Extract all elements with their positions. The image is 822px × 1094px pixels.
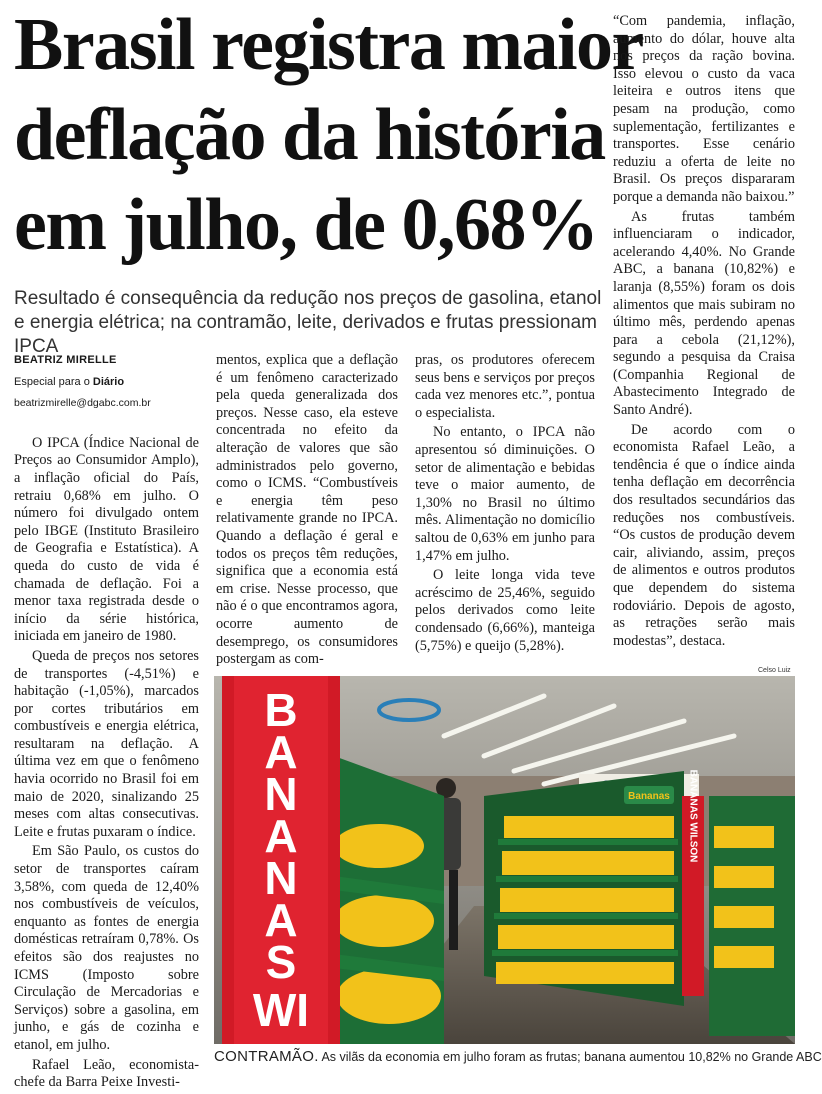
side-sign-text: BANANAS WILSON [687, 769, 699, 863]
paragraph: No entanto, o IPCA não apresentou só diminuições. O setor de alimentação e bebidas teve o maior aumento, de 1,30% no Brasil no último mês. Alimentação no domicílio saltou de 0,63% em junho para 1,47% em julho. [415, 424, 595, 564]
banner-bottom-text: WI [252, 984, 310, 1036]
byline [14, 352, 199, 413]
column-2 [216, 352, 398, 671]
caption-text: As vilãs da economia em julho foram as frutas; banana aumentou 10,82% no Grande ABC [318, 1050, 822, 1064]
banner-letter: B [264, 684, 298, 736]
headline-line-2: deflação da história [14, 94, 605, 176]
headline-line-3: em julho, de 0,68% [14, 184, 598, 266]
headline-line-1: Brasil registra maior [14, 4, 643, 86]
paragraph: Queda de preços nos setores de transportes (-4,51%) e habitação (-1,05%), marcados por cortes tributários em combustíveis e energia elétrica, resultaram na deflação. A última vez em que o fenômeno havia ocorrido no Brasil foi em maio de 2020, sinalizando 25 meses com altas consecutivas. Leite e frutas puxaram o índice. [14, 647, 199, 840]
photo-credit: Celso Luiz [758, 667, 791, 674]
photo-illustration [214, 676, 795, 1044]
far-right-shelf [709, 796, 795, 1036]
byline-paper: Diário [92, 375, 125, 388]
banner-letter: N [264, 768, 298, 820]
right-shelf [484, 771, 684, 1006]
paragraph: O IPCA (Índice Nacional de Preços ao Consumidor Amplo), a inflação oficial do País, retraiu 0,68% em julho. O número foi divulgado ontem pelo IBGE (Instituto Brasileiro de Geografia e Estatística). A queda do custo de vida é chamada de deflação. Foi a menor taxa registrada desde o início da série histórica, iniciada em janeiro de 1980. [14, 434, 199, 645]
box-label: Bananas [628, 791, 670, 802]
banner-letter: A [264, 894, 298, 946]
paragraph: “Com pandemia, inflação, aumento do dólar, houve alta nos preços da ração bovina. Isso elevou o custo da vaca leiteira e outros itens que pesam na produção, como suplementação, fertilizantes e transportes. Esse cenário reduziu a oferta de leite no Brasil. Os preços dispararam porque a demanda não baixou.” [613, 13, 795, 205]
column-3 [415, 352, 595, 657]
paragraph: O leite longa vida teve acréscimo de 25,46%, seguido pelos derivados como leite condensado (6,66%), manteiga (5,75%) e queijo (5,28%). [415, 567, 595, 654]
byline-role-prefix: Especial para o [14, 375, 93, 388]
paragraph: mentos, explica que a deflação é um fenômeno caracterizado pela queda generalizada dos preços. Nesse caso, ela esteve concentrada no efeito da alteração de valores que são administrados pelo governo, como o ICMS. “Combustíveis e energia têm peso relativamente grande no IPCA. Quando a deflação é geral e todos os preços têm reduções, significa que a economia está em crise. Nesse processo, que não é o que encontramos agora, ocorre aumento de desemprego, os consumidores postergam as com- [216, 352, 398, 668]
column-1 [14, 352, 199, 1094]
byline-role [14, 374, 199, 392]
left-shelf [334, 756, 444, 1044]
paragraph: De acordo com o economista Rafael Leão, a tendência é que o índice ainda tenha deflação em decorrência dos resultados secundários das reduções nos combustíveis. “Os custos de produção devem cair, aliviando, assim, preços de alimentos e outros produtos que dependem do sistema rodoviário. Depois de agosto, as retrações serão mais modestas”, destaca. [613, 421, 795, 649]
headline [14, 0, 643, 270]
byline-author: BEATRIZ MIRELLE [14, 354, 117, 366]
banner-letter: A [264, 726, 298, 778]
banner-letter: S [265, 936, 297, 988]
paragraph: As frutas também influenciaram o indicador, acelerando 4,40%. No Grande ABC, a banana (10,82%) e laranja (8,55%) foram os dois alimentos que mais subiram no último mês, perdendo apenas para a cebola (21,12%), segundo a pesquisa da Craisa (Companhia Regional de Abastecimento Integrado de Santo André). [613, 208, 795, 419]
caption-kicker: CONTRAMÃO. [214, 1048, 319, 1065]
paragraph: Em São Paulo, os custos do setor de transportes caíram 3,58%, com queda de 12,40% nos combustíveis de veículos, enquanto as fontes de energia domésticas retraíram 0,78%. Os efeitos são dos reajustes no ICMS (Imposto sobre Circulação de Mercadorias e Serviços) sobre a gasolina, em junho, e gás de cozinha e etanol, em julho. [14, 843, 199, 1053]
subhead: Resultado é consequência da redução nos preços de gasolina, etanol e energia elétrica; na contramão, leite, derivados e frutas pressionam IPCA [14, 288, 602, 357]
banner-text [264, 684, 297, 988]
column-4 [613, 13, 795, 652]
paragraph: Rafael Leão, economista-chefe da Barra Peixe Investi- [14, 1056, 199, 1091]
byline-email: beatrizmirelle@dgabc.com.br [14, 397, 151, 410]
banner-letter: N [264, 852, 298, 904]
banner-letter: A [264, 810, 298, 862]
photo-caption [214, 1048, 822, 1065]
paragraph: pras, os produtores oferecem seus bens e serviços por preços cada vez menores etc.”, pontua o especialista. [415, 352, 595, 421]
photo-banana-aisle [214, 676, 795, 1044]
